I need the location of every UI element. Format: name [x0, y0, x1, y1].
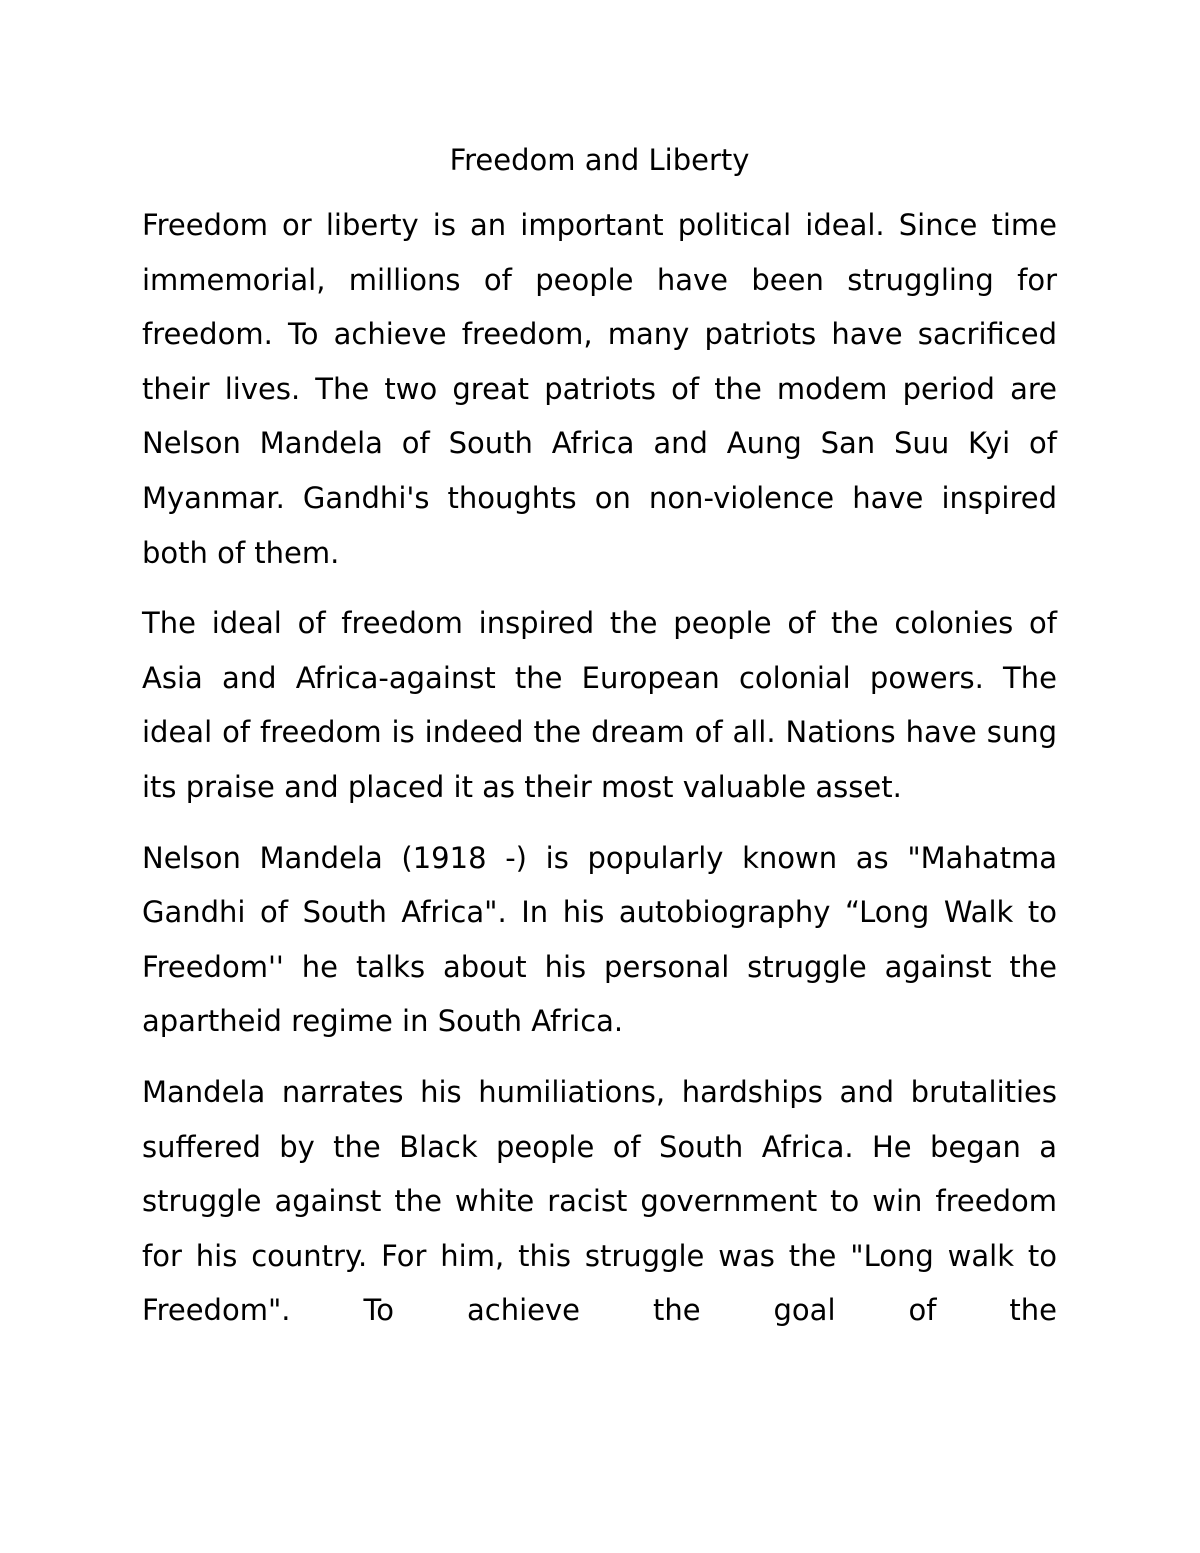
paragraph-ideal-of-freedom: The ideal of freedom inspired the people of the colonies of Asia and Africa-against the European colonial powers. The ideal of freedom is indeed the dream of all. Nations have sung its praise and placed it as their most valuable asset. [142, 606, 1057, 804]
document-title: Freedom and Liberty [449, 143, 750, 177]
document-body [142, 138, 1057, 1354]
paragraph-nelson-mandela: Nelson Mandela (1918 -) is popularly known as "Mahatma Gandhi of South Africa". In his autobiography “Long Walk to Freedom'' he talks about his personal struggle against the apartheid regime in South Africa. [142, 840, 1057, 1039]
paragraph-intro: Freedom or liberty is an important political ideal. Since time immemorial, millions of people have been struggling for freedom. To achieve freedom, many patriots have sacrificed their lives. The two great patriots of the modem period are Nelson Mandela of South Africa and Aung San Suu Kyi of Myanmar. Gandhi's thoughts on non-violence have inspired both of them. [142, 208, 1057, 570]
paragraph-mandela-struggle: Mandela narrates his humiliations, hardships and brutalities suffered by the Black people of South Africa. He began a struggle against the white racist government to win freedom for his country. For him, this struggle was the "Long walk to Freedom". To achieve the goal of the [142, 1074, 1057, 1328]
